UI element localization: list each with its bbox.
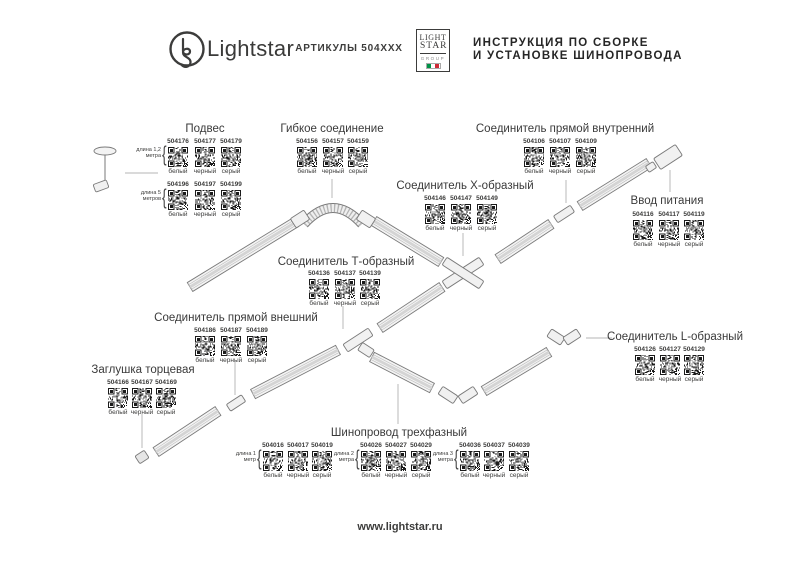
section-title: Гибкое соединение bbox=[280, 123, 384, 135]
article-number: 504019 bbox=[311, 442, 333, 449]
color-label: черный bbox=[657, 240, 681, 248]
track-groove bbox=[499, 226, 552, 261]
product-variant bbox=[320, 139, 346, 175]
qr-code bbox=[263, 451, 283, 471]
qr-code bbox=[576, 147, 596, 167]
power-input-illustration bbox=[654, 144, 683, 169]
length-note: длина 5 метров bbox=[140, 190, 161, 203]
article-number: 504036 bbox=[459, 442, 481, 449]
group-logo-line1: LIGHT bbox=[419, 33, 447, 42]
product-variant bbox=[192, 139, 218, 175]
qr-code bbox=[386, 451, 406, 471]
l-connector-illustration bbox=[563, 329, 581, 345]
track-groove bbox=[498, 224, 551, 259]
article-number: 504186 bbox=[194, 327, 216, 334]
qr-code bbox=[451, 204, 471, 224]
track-groove bbox=[189, 220, 295, 285]
lightstar-bulb-icon bbox=[166, 28, 208, 76]
article-number: 504187 bbox=[220, 327, 242, 334]
color-label: белый bbox=[297, 167, 317, 175]
product-variant bbox=[358, 443, 384, 479]
product-variant bbox=[422, 196, 448, 232]
length-note: длина 1 метр bbox=[235, 451, 256, 464]
qr-code bbox=[477, 204, 497, 224]
article-number: 504109 bbox=[575, 138, 597, 145]
qr-code bbox=[195, 147, 215, 167]
color-label: черный bbox=[193, 210, 217, 218]
product-variant bbox=[357, 271, 383, 307]
article-number: 504147 bbox=[450, 195, 472, 202]
product-variant bbox=[632, 347, 658, 383]
article-number: 504146 bbox=[424, 195, 446, 202]
color-label: белый bbox=[633, 240, 653, 248]
product-variant bbox=[192, 182, 218, 218]
qr-code bbox=[156, 388, 176, 408]
track-groove bbox=[484, 352, 549, 391]
brand-name: Lightstar bbox=[207, 36, 295, 61]
color-label: серый bbox=[156, 408, 176, 416]
qr-code bbox=[195, 336, 215, 356]
qr-code bbox=[348, 147, 368, 167]
article-number: 504157 bbox=[322, 138, 344, 145]
qr-code bbox=[335, 279, 355, 299]
qr-code bbox=[635, 355, 655, 375]
product-variant bbox=[448, 196, 474, 232]
article-number: 504177 bbox=[194, 138, 216, 145]
color-label: белый bbox=[168, 167, 188, 175]
product-variant bbox=[474, 196, 500, 232]
article-number: 504139 bbox=[359, 270, 381, 277]
section-title: Подвес bbox=[185, 123, 225, 135]
qr-code bbox=[425, 204, 445, 224]
color-label: серый bbox=[576, 167, 596, 175]
track-groove bbox=[497, 222, 550, 257]
product-variant bbox=[573, 139, 599, 175]
article-number: 504016 bbox=[262, 442, 284, 449]
track-groove bbox=[156, 411, 218, 452]
qr-code bbox=[660, 355, 680, 375]
color-label: черный bbox=[321, 167, 345, 175]
article-number: 504176 bbox=[167, 138, 189, 145]
color-label: черный bbox=[333, 299, 357, 307]
length-note: длина 3 метра bbox=[432, 451, 453, 464]
section-title: Соединитель прямой внешний bbox=[154, 312, 318, 324]
article-number: 504129 bbox=[683, 346, 705, 353]
article-number: 504136 bbox=[308, 270, 330, 277]
color-label: белый bbox=[361, 471, 381, 479]
color-label: черный bbox=[482, 471, 506, 479]
qr-code bbox=[309, 279, 329, 299]
track-groove bbox=[380, 287, 442, 328]
article-number: 504169 bbox=[155, 379, 177, 386]
track-groove bbox=[483, 350, 548, 389]
track-groove bbox=[157, 413, 219, 454]
section-title: Соединитель прямой внутренний bbox=[475, 123, 655, 135]
product-variant bbox=[681, 212, 707, 248]
article-number: 504119 bbox=[683, 211, 705, 218]
article-number: 504037 bbox=[483, 442, 505, 449]
section-title: Соединитель L-образный bbox=[607, 331, 743, 343]
article-number: 504196 bbox=[167, 181, 189, 188]
qr-code bbox=[297, 147, 317, 167]
color-label: серый bbox=[684, 240, 704, 248]
length-note: длина 1,2 метра bbox=[136, 147, 161, 160]
product-variant bbox=[547, 139, 573, 175]
product-variant bbox=[218, 182, 244, 218]
product-variant bbox=[521, 139, 547, 175]
color-label: черный bbox=[193, 167, 217, 175]
qr-code bbox=[132, 388, 152, 408]
qr-code bbox=[361, 451, 381, 471]
brace: { bbox=[162, 143, 167, 166]
qr-code bbox=[108, 388, 128, 408]
qr-code bbox=[168, 147, 188, 167]
qr-code bbox=[221, 147, 241, 167]
product-variant bbox=[457, 443, 483, 479]
article-number: 504199 bbox=[220, 181, 242, 188]
product-variant bbox=[285, 443, 311, 479]
section-title: Соединитель X-образный bbox=[396, 180, 534, 192]
article-number: 504149 bbox=[476, 195, 498, 202]
article-number: 504026 bbox=[360, 442, 382, 449]
color-label: черный bbox=[658, 375, 682, 383]
brace: { bbox=[454, 447, 459, 470]
qr-code bbox=[524, 147, 544, 167]
color-label: черный bbox=[219, 356, 243, 364]
color-label: серый bbox=[247, 356, 267, 364]
color-label: белый bbox=[425, 224, 445, 232]
article-number: 504039 bbox=[508, 442, 530, 449]
section-title: Ввод питания bbox=[630, 195, 704, 207]
color-label: серый bbox=[411, 471, 431, 479]
track-groove bbox=[485, 354, 550, 393]
product-variant bbox=[306, 271, 332, 307]
product-variant bbox=[332, 271, 358, 307]
article-number: 504197 bbox=[194, 181, 216, 188]
pendant-canopy bbox=[94, 147, 116, 155]
color-label: серый bbox=[684, 375, 704, 383]
product-variant bbox=[657, 347, 683, 383]
group-logo-line3: GROUP bbox=[420, 55, 446, 61]
color-label: белый bbox=[460, 471, 480, 479]
sheet-title-line1: ИНСТРУКЦИЯ ПО СБОРКЕ bbox=[473, 37, 649, 49]
qr-code bbox=[550, 147, 570, 167]
color-label: серый bbox=[477, 224, 497, 232]
color-label: черный bbox=[449, 224, 473, 232]
article-number: 504029 bbox=[410, 442, 432, 449]
product-variant bbox=[165, 182, 191, 218]
product-variant bbox=[383, 443, 409, 479]
track-groove bbox=[371, 359, 431, 390]
product-variant bbox=[105, 380, 131, 416]
qr-code bbox=[684, 355, 704, 375]
article-number: 504027 bbox=[385, 442, 407, 449]
sheet-title-line2: И УСТАНОВКЕ ШИНОПРОВОДА bbox=[473, 50, 683, 62]
color-label: черный bbox=[130, 408, 154, 416]
articles-label: АРТИКУЛЫ 504XXX bbox=[295, 43, 403, 54]
product-variant bbox=[218, 328, 244, 364]
color-label: серый bbox=[348, 167, 368, 175]
track-groove bbox=[373, 355, 433, 386]
color-label: черный bbox=[548, 167, 572, 175]
article-number: 504106 bbox=[523, 138, 545, 145]
color-label: белый bbox=[195, 356, 215, 364]
article-number: 504189 bbox=[246, 327, 268, 334]
qr-code bbox=[288, 451, 308, 471]
qr-code bbox=[684, 220, 704, 240]
article-number: 504137 bbox=[334, 270, 356, 277]
brace: { bbox=[162, 186, 167, 209]
color-label: белый bbox=[524, 167, 544, 175]
t-connector-illustration bbox=[358, 342, 375, 357]
track-groove bbox=[379, 285, 441, 326]
article-number: 504166 bbox=[107, 379, 129, 386]
product-variant bbox=[244, 328, 270, 364]
product-variant bbox=[506, 443, 532, 479]
brace: { bbox=[257, 447, 262, 470]
article-number: 504127 bbox=[659, 346, 681, 353]
color-label: серый bbox=[312, 471, 332, 479]
qr-code bbox=[221, 336, 241, 356]
qr-code bbox=[221, 190, 241, 210]
qr-code bbox=[195, 190, 215, 210]
color-label: серый bbox=[221, 210, 241, 218]
l-connector-illustration bbox=[547, 329, 565, 345]
corner-connector-illustration bbox=[438, 386, 458, 403]
track-groove bbox=[190, 222, 296, 287]
color-label: серый bbox=[360, 299, 380, 307]
product-variant bbox=[165, 139, 191, 175]
product-variant bbox=[294, 139, 320, 175]
product-variant bbox=[630, 212, 656, 248]
color-label: белый bbox=[108, 408, 128, 416]
length-note: длина 2 метра bbox=[333, 451, 354, 464]
article-number: 504017 bbox=[287, 442, 309, 449]
qr-code bbox=[509, 451, 529, 471]
color-label: серый bbox=[509, 471, 529, 479]
end-cap-illustration bbox=[135, 450, 149, 464]
qr-code bbox=[659, 220, 679, 240]
article-number: 504117 bbox=[658, 211, 680, 218]
group-logo-line2: STAR bbox=[420, 42, 446, 54]
article-number: 504156 bbox=[296, 138, 318, 145]
section-title: Соединитель Т-образный bbox=[277, 256, 415, 268]
track-groove bbox=[372, 357, 432, 388]
article-number: 504159 bbox=[347, 138, 369, 145]
product-variant bbox=[345, 139, 371, 175]
article-number: 504116 bbox=[632, 211, 654, 218]
article-number: 504126 bbox=[634, 346, 656, 353]
article-number: 504107 bbox=[549, 138, 571, 145]
product-variant bbox=[481, 443, 507, 479]
qr-code bbox=[168, 190, 188, 210]
color-label: серый bbox=[221, 167, 241, 175]
qr-code bbox=[323, 147, 343, 167]
lightstar-group-logo bbox=[416, 29, 450, 72]
color-label: белый bbox=[635, 375, 655, 383]
corner-connector-illustration bbox=[458, 386, 478, 403]
color-label: белый bbox=[263, 471, 283, 479]
brace: { bbox=[355, 447, 360, 470]
article-number: 504179 bbox=[220, 138, 242, 145]
qr-code bbox=[633, 220, 653, 240]
straight-internal-connector-illustration bbox=[553, 205, 574, 223]
product-variant bbox=[656, 212, 682, 248]
italy-flag-icon bbox=[426, 63, 441, 69]
color-label: черный bbox=[286, 471, 310, 479]
section-title: Шинопровод трехфазный bbox=[330, 427, 468, 439]
product-variant bbox=[681, 347, 707, 383]
straight-external-connector-illustration bbox=[226, 395, 245, 412]
product-variant bbox=[218, 139, 244, 175]
pendant-clip bbox=[93, 180, 109, 192]
product-variant bbox=[153, 380, 179, 416]
product-variant bbox=[129, 380, 155, 416]
qr-code bbox=[247, 336, 267, 356]
sheet-title bbox=[473, 37, 683, 63]
section-title: Заглушка торцевая bbox=[91, 364, 195, 376]
qr-code bbox=[460, 451, 480, 471]
product-variant bbox=[260, 443, 286, 479]
qr-code bbox=[484, 451, 504, 471]
track-groove bbox=[381, 289, 443, 330]
color-label: белый bbox=[309, 299, 329, 307]
footer-url: www.lightstar.ru bbox=[357, 521, 443, 533]
article-number: 504167 bbox=[131, 379, 153, 386]
product-variant bbox=[192, 328, 218, 364]
color-label: черный bbox=[384, 471, 408, 479]
color-label: белый bbox=[168, 210, 188, 218]
qr-code bbox=[360, 279, 380, 299]
